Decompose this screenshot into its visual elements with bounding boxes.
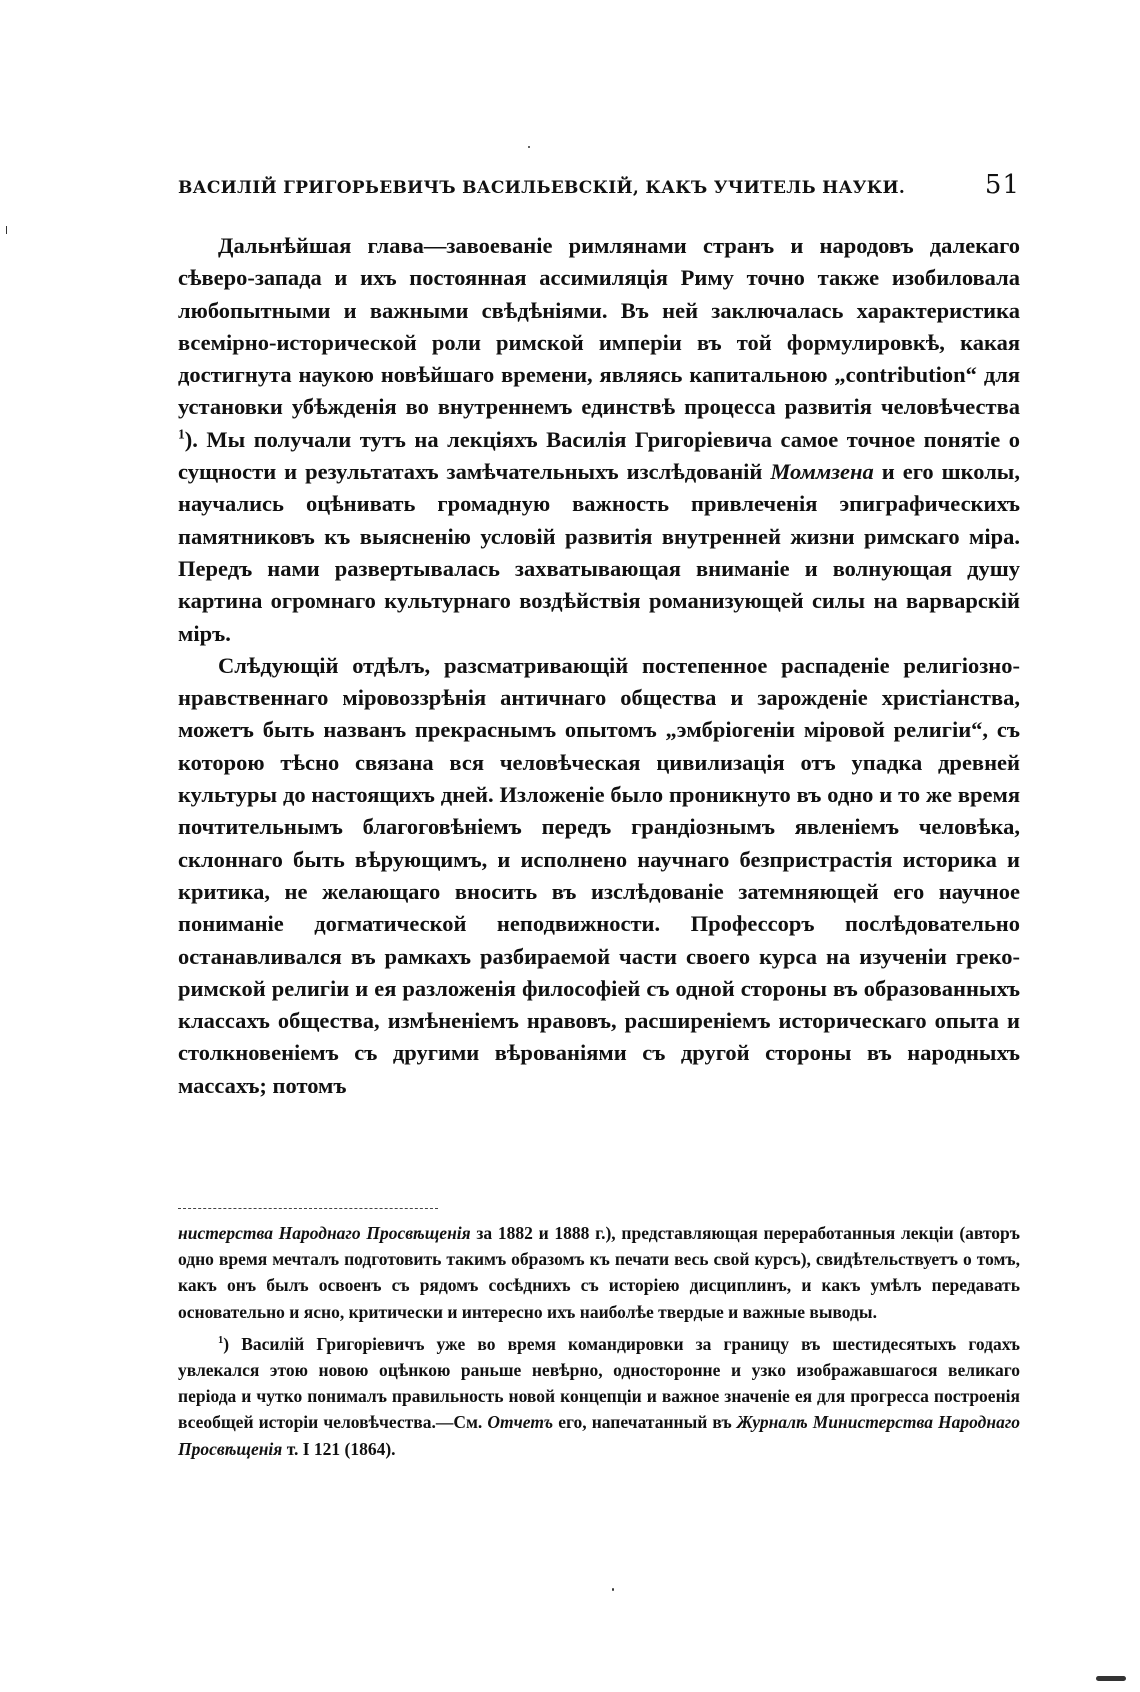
- footnote-continuation: [178, 1220, 1020, 1325]
- paragraph-2: Слѣдующій отдѣлъ, разсматривающій постепенное распаденіе религіозно-нравственнаго міровоззрѣнія античнаго общества и зарожденіе христіанства, можетъ быть названъ прекраснымъ опытомъ „эмбріогеніи міровой религіи“, съ которою тѣсно связана вся человѣческая цивилизація отъ упадка древней культуры до настоящихъ дней. Изложеніе было проникнуто въ одно и то же время почтительнымъ благоговѣніемъ передъ грандіознымъ явленіемъ человѣка, склоннаго быть вѣрующимъ, и исполнено научнаго безпристрастія историка и критика, не желающаго вносить въ изслѣдованіе затемняющей его научное пониманіе догматической неподвижности. Профессоръ послѣдовательно останавливался въ рамкахъ разбираемой части своего курса на изученіи греко-римской религіи и ея разложенія философіей съ одной стороны въ образованныхъ классахъ общества, измѣненіемъ нравовъ, расширеніемъ историческаго опыта и столкновеніемъ съ другими вѣрованіями съ другой стороны въ народныхъ массахъ; потомъ: [178, 652, 1020, 1098]
- running-header: [178, 170, 1020, 204]
- scan-speck: [612, 1588, 614, 1591]
- paragraph-1-part-b: ). Мы получали тутъ на лекціяхъ Василія Григоріевича самое точное понятіе о сущности и результатахъ замѣчательныхъ изслѣдованій: [178, 426, 1020, 485]
- paragraph-1-part-a: Дальнѣйшая глава—завоеваніе римлянами странъ и народовъ далекаго сѣверо-запада и ихъ постоянная ассимиляція Риму точно также изобиловала любопытными и важными свѣдѣніями. Въ ней заключалась характеристика всемірно-исторической роли римской имперіи въ той формулировкѣ, какая достигнута наукою новѣйшаго времени, являясь капитальною „contribution“ для установки убѣжденія во внутреннемъ единствѣ процесса развитія человѣчества: [178, 233, 1020, 420]
- footnote-1-italic-report: Отчетъ: [487, 1412, 554, 1433]
- footnote-ref-1: 1: [178, 426, 185, 442]
- footnote-separator: [178, 1208, 438, 1209]
- footnote-continuation-italic: нистерства Народнаго Просвѣщенія: [178, 1223, 471, 1243]
- footnote-1-part-c: т. I 121 (1864).: [286, 1438, 396, 1459]
- footnotes: [178, 1220, 1020, 1462]
- footnote-1-italic-journal: Журналѣ Министерства Народнаго Просвѣщенія: [178, 1412, 1021, 1459]
- footnote-1-part-a: ) Василій Григоріевичъ уже во время командировки за границу въ шестидесятыхъ годахъ увлекался этою новою оцѣнкою раньше невѣрно, односторонне и узко изображавшагося великаго періода и чутко понималъ правильность новой концепціи и важное значеніе ея для прогресса построенія всеобщей исторіи человѣчества.—См.: [178, 1333, 1020, 1433]
- paragraph-1-italic-name: Моммзена: [770, 459, 874, 485]
- scan-speck: [528, 146, 530, 148]
- paragraph-1: [178, 230, 1020, 650]
- footnote-1-part-b: его, напечатанный въ: [558, 1412, 732, 1433]
- footnote-1-mark: 1: [218, 1334, 224, 1346]
- scan-speck: [6, 226, 7, 234]
- footnote-1: [178, 1331, 1020, 1462]
- footnote-continuation-text: за 1882 и 1888 г.), представляющая переработанныя лекціи (авторъ одно время мечталъ подготовить такимъ образомъ къ печати весь свой курсъ), свидѣтельствуетъ о томъ, какъ онъ былъ освоенъ съ рядомъ сосѣднихъ съ исторіею дисциплинъ, и какъ умѣлъ передавать основательно и ясно, критически и интересно ихъ наиболѣе твердые и важные выводы.: [178, 1223, 1020, 1322]
- running-title: ВАСИЛІЙ ГРИГОРЬЕВИЧЪ ВАСИЛЬЕВСКІЙ, КАКЪ УЧИТЕЛЬ НАУКИ.: [178, 178, 906, 198]
- paragraph-1-part-c: и его школы, научались оцѣнивать громадную важность привлеченія эпиграфическихъ памятниковъ къ выясненію условій развитія внутренней жизни римскаго міра. Передъ нами развертывалась захватывающая вниманіе и волнующая душу картина огромнаго культурнаго воздѣйствія романизующей силы на варварскій міръ.: [178, 459, 1021, 646]
- page-number: 51: [984, 170, 1020, 200]
- scan-speck: [1096, 1676, 1126, 1681]
- main-text: [178, 230, 1020, 1102]
